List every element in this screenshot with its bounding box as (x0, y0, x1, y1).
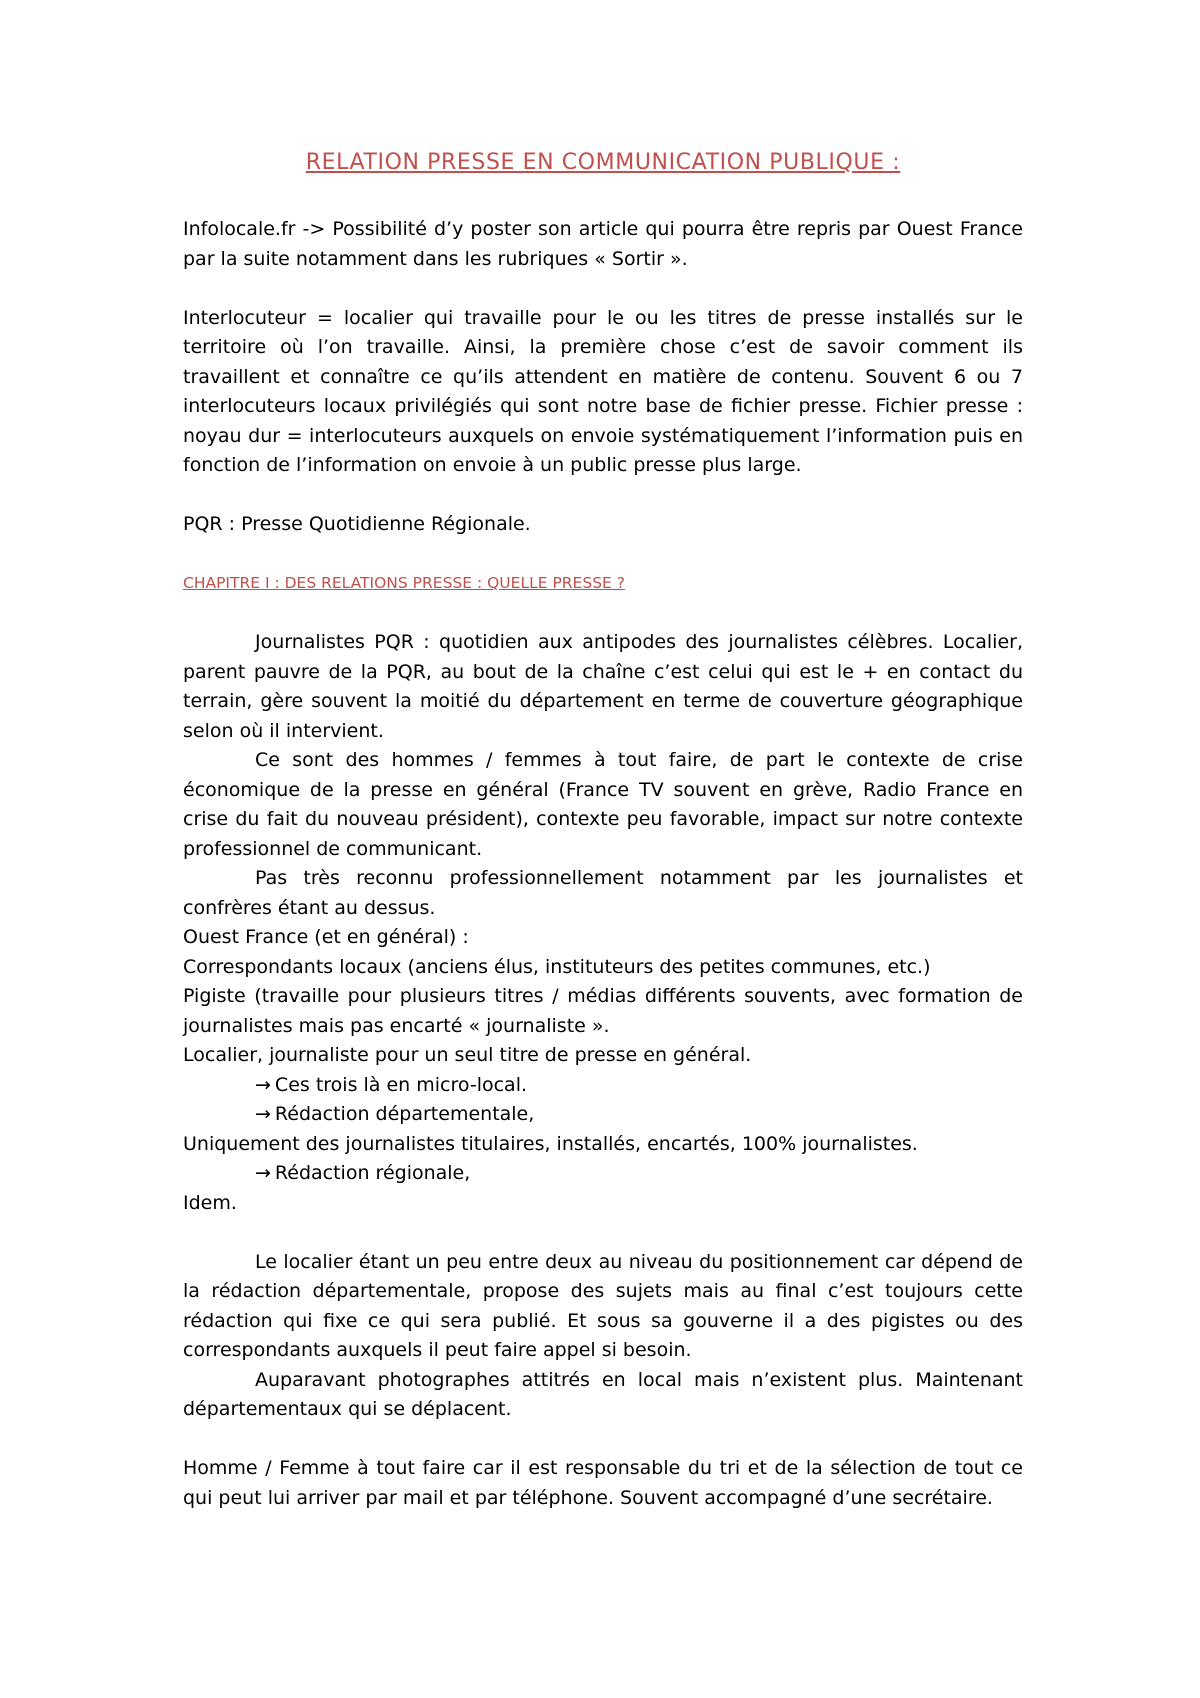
arrow-item-regionale (183, 1159, 1023, 1189)
paragraph-pqr: PQR : Presse Quotidienne Régionale. (183, 513, 531, 535)
paragraph-interlocuteur: Interlocuteur = localier qui travaille pour le ou les titres de presse installés sur le territoire où l’on travaille. Ainsi, la première chose c’est de savoir comment ils travaillent et connaître ce qu’ils attendent en matière de contenu. Souvent 6 ou 7 interlocuteurs locaux privilégiés qui sont notre base de fichier presse. Fichier presse : noyau dur = interlocuteurs auxquels on envoie systématiquement l’information puis en fonction de l’information on envoie à un public presse plus large. (183, 306, 1023, 476)
paragraph-idem: Idem. (183, 1191, 237, 1214)
arrow-item-label: Ces trois là en micro-local. (274, 1073, 528, 1096)
spacer (183, 1425, 1023, 1455)
paragraph-localier-positionnement: Le localier étant un peu entre deux au niveau du positionnement car dépend de la rédaction départementale, propose des sujets mais au final c’est toujours cette rédaction qui fixe ce qui sera publié. Et sous sa gouverne il a des pigistes ou des correspondants auxquels il peut faire appel si besoin. (183, 1250, 1023, 1361)
spacer (183, 481, 1023, 511)
paragraph-titulaires: Uniquement des journalistes titulaires, installés, encartés, 100% journalistes. (183, 1132, 918, 1155)
document-title: RELATION PRESSE EN COMMUNICATION PUBLIQUE : (305, 150, 901, 175)
paragraph-pigiste: Pigiste (travaille pour plusieurs titres / médias différents souvents, avec formation de journalistes mais pas encarté « journaliste ». (183, 985, 1023, 1037)
arrow-right-icon: → (255, 1103, 271, 1125)
paragraph-hommes-femmes: Ce sont des hommes / femmes à tout faire, de part le contexte de crise économique de la presse en général (France TV souvent en grève, Radio France en crise du fait du nouveau président), contexte peu favorable, impact sur notre contexte professionnel de communicant. (183, 749, 1023, 860)
spacer (183, 274, 1023, 304)
arrow-right-icon: → (255, 1073, 271, 1096)
arrow-item-micro-local (183, 1071, 1023, 1101)
spacer (183, 599, 1023, 629)
document-page (183, 150, 1023, 1513)
chapter-heading: CHAPITRE I : DES RELATIONS PRESSE : QUELLE PRESSE ? (183, 574, 625, 592)
spacer (183, 540, 1023, 570)
paragraph-infolocale: Infolocale.fr -> Possibilité d’y poster son article qui pourra être repris par Ouest France par la suite notamment dans les rubriques « Sortir ». (183, 218, 1023, 270)
paragraph-reconnu: Pas très reconnu professionnellement notamment par les journalistes et confrères étant au dessus. (183, 867, 1023, 919)
paragraph-journalistes-pqr: Journalistes PQR : quotidien aux antipodes des journalistes célèbres. Localier, parent pauvre de la PQR, au bout de la chaîne c’est celui qui est le + en contact du terrain, gère souvent la moitié du département en terme de couverture géographique selon où il intervient. (183, 631, 1023, 742)
arrow-right-icon: → (255, 1162, 271, 1184)
paragraph-photographes: Auparavant photographes attitrés en local mais n’existent plus. Maintenant départementaux qui se déplacent. (183, 1368, 1023, 1420)
arrow-item-departementale (183, 1100, 1023, 1130)
spacer (183, 1218, 1023, 1248)
paragraph-correspondants: Correspondants locaux (anciens élus, instituteurs des petites communes, etc.) (183, 955, 931, 978)
paragraph-localier: Localier, journaliste pour un seul titre de presse en général. (183, 1044, 752, 1066)
paragraph-homme-femme: Homme / Femme à tout faire car il est responsable du tri et de la sélection de tout ce qui peut lui arriver par mail et par téléphone. Souvent accompagné d’une secrétaire. (183, 1457, 1023, 1509)
arrow-item-label: Rédaction départementale, (274, 1103, 535, 1125)
paragraph-ouest-france: Ouest France (et en général) : (183, 926, 469, 948)
arrow-item-label: Rédaction régionale, (274, 1162, 471, 1184)
